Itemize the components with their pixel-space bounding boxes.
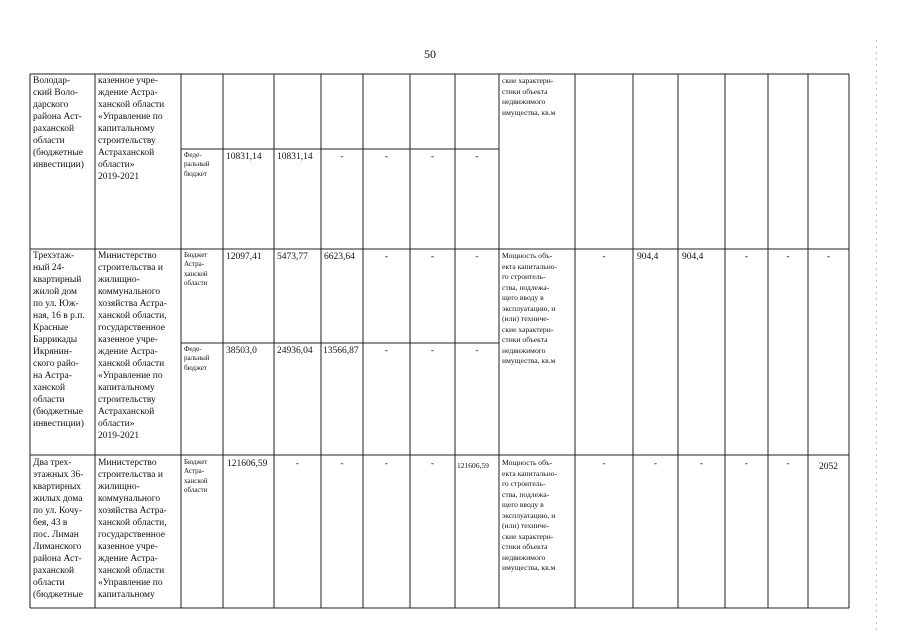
amount-total: 121606,59 (227, 459, 268, 469)
capacity-dash: - (786, 459, 790, 469)
amount-dash: - (475, 152, 479, 162)
amount-dash: - (430, 252, 435, 262)
amount-dash: - (430, 346, 435, 356)
amount-dash: - (384, 152, 389, 162)
amount-dash: - (475, 252, 479, 262)
characteristic-krasnye-barrikady: Мощность объ- екта капитально- го строитель- ства, подлежа- щего вводу в эксплуатацию, и (или) техниче- ские характери- стики объекта недвижимого имущества, кв.м (502, 251, 558, 365)
funding-source-regional: Бюджет Астра- ханской области (184, 458, 208, 494)
amount-year6: 121606,59 (457, 461, 489, 470)
capacity-dash: - (602, 252, 606, 262)
object-name-krasnye-barrikady: Трехэтаж- ный 24- квартирный жилой дом по ул. Юж- ная, 16 в р.п. Красные Баррикады Икрянин- ского райо- на Астра- ханской области (бюджетные инвестиции) (33, 251, 85, 429)
object-name-liman: Два трех- этажных 36- квартирных жилых дома по ул. Кочу- бея, 43 в пос. Лиман Лиманского района Аст- раханской области (бюджетные (33, 458, 84, 600)
capacity-dash: - (786, 252, 790, 262)
amount-year1: 24936,04 (277, 346, 313, 356)
capacity-dash: - (602, 459, 606, 469)
amount-year1: 5473,77 (277, 252, 308, 262)
amount-dash: - (475, 346, 479, 356)
amount-year1: 10831,14 (277, 152, 313, 162)
funding-source-regional: Бюджет Астра- ханской области (184, 251, 208, 287)
characteristic-volodarsky: ские характери- стики объекта недвижимого имущества, кв.м (502, 76, 556, 117)
amount-dash: - (430, 152, 435, 162)
amount-dash: - (384, 252, 389, 262)
amount-year2: 6623,64 (324, 252, 355, 262)
characteristic-liman: Мощность объ- екта капитально- го строитель- ства, подлежа- щего вводу в эксплуатацию, и (или) техниче- ские характери- стики объекта недвижимого имущества, кв.м (502, 458, 558, 572)
funding-source-federal: Феде- ральный бюджет (184, 151, 210, 178)
amount-dash: - (384, 459, 389, 469)
customer-krasnye-barrikady: Министерство строительства и жилищно- коммунального хозяйства Астра- ханской области, государственное казенное учре- ждение Астра- ханской области «Управление по капитальному строительству Астраханской области» 2019-2021 (98, 251, 167, 441)
amount-dash: - (384, 346, 389, 356)
amount-total: 10831,14 (226, 152, 262, 162)
customer-liman: Министерство строительства и жилищно- коммунального хозяйства Астра- ханской области, государственное казенное учре- ждение Астра- ханской области «Управление по капитальному (98, 458, 167, 600)
amount-year2: 13566,87 (323, 346, 359, 356)
funding-source-federal: Феде- ральный бюджет (184, 345, 210, 372)
capacity-dash: - (826, 252, 831, 262)
amount-total: 12097,41 (226, 252, 262, 262)
capacity-last: 2052 (819, 462, 838, 472)
capacity-dash: - (699, 459, 704, 469)
capacity-year2: 904,4 (682, 252, 704, 262)
amount-dash: - (430, 459, 435, 469)
object-name-volodarsky: Володар- ский Воло- дарского района Аст- раханской области (бюджетные инвестиции) (33, 76, 84, 170)
scan-artifact-line (876, 40, 877, 630)
amount-dash: - (340, 459, 344, 469)
page-number: 50 (424, 47, 436, 61)
amount-total: 38503,0 (226, 346, 257, 356)
customer-volodarsky: казенное учре- ждение Астра- ханской области «Управление по капитальному строительству Астраханской области» 2019-2021 (98, 76, 165, 182)
capacity-dash: - (744, 252, 749, 262)
capacity-dash: - (744, 459, 749, 469)
amount-dash: - (340, 152, 344, 162)
capacity-dash: - (653, 459, 658, 469)
amount-dash: - (295, 459, 300, 469)
capacity-year1: 904,4 (637, 252, 659, 262)
